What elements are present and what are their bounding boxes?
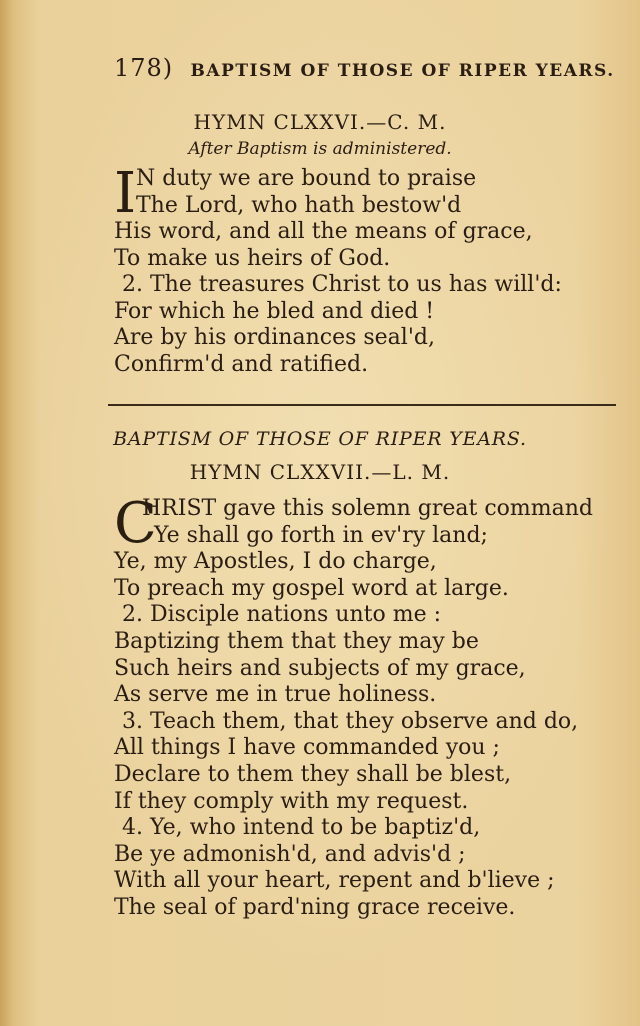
page-number: 178) <box>114 54 174 82</box>
verse-line: His word, and all the means of grace, <box>114 219 533 244</box>
hymn-177-title: HYMN CLXXVII.—L. M. <box>189 460 451 484</box>
hymn-177-verses <box>114 491 624 922</box>
verse-line: Declare to them they shall be blest, <box>114 761 512 787</box>
verse-line: Ye shall go forth in ev'ry land; <box>154 522 488 548</box>
section-heading: BAPTISM OF THOSE OF RIPER YEARS. <box>113 428 527 450</box>
verse-line: All things I have commanded you ; <box>114 735 500 761</box>
verse-line: With all your heart, repent and b'lieve ; <box>114 868 555 894</box>
verse-line: Be ye admonish'd, and advis'd ; <box>114 841 466 867</box>
verse-line: 3. Teach them, that they observe and do, <box>122 708 579 734</box>
hymn-176-title: HYMN CLXXVI.—C. M. <box>193 110 447 134</box>
verse-line: For which he bled and died ! <box>114 298 435 324</box>
verse-line: 4. Ye, who intend to be baptiz'd, <box>122 815 481 841</box>
verse-line: If they comply with my request. <box>114 788 469 814</box>
hymn-176-verses <box>114 161 624 378</box>
verse-line: The Lord, who hath bestow'd <box>136 192 462 218</box>
drop-cap-c: C <box>114 491 157 556</box>
verse-line: To preach my gospel word at large. <box>114 575 509 601</box>
verse-line: Baptizing them that they may be <box>114 628 479 654</box>
verse-line: The seal of pard'ning grace receive. <box>114 894 516 920</box>
verse-line: 2. The treasures Christ to us has will'd: <box>122 272 562 297</box>
verse-line: To make us heirs of God. <box>114 245 391 271</box>
verse-line: Ye, my Apostles, I do charge, <box>114 549 437 575</box>
verse-line: Are by his ordinances seal'd, <box>114 325 435 350</box>
verse-line: 2. Disciple nations unto me : <box>122 602 441 628</box>
verse-line: Such heirs and subjects of my grace, <box>114 655 526 681</box>
verse-line: Confirm'd and ratified. <box>114 351 369 377</box>
section-divider <box>108 404 616 406</box>
verse-line: HRIST gave this solemn great command <box>142 496 593 521</box>
running-title: BAPTISM OF THOSE OF RIPER YEARS. <box>190 61 615 81</box>
drop-cap-i: I <box>114 161 137 226</box>
page-header <box>114 54 614 82</box>
verse-line: As serve me in true holiness. <box>114 682 437 708</box>
hymn-176-subtitle: After Baptism is administered. <box>188 139 452 159</box>
verse-line: N duty we are bound to praise <box>136 166 477 191</box>
